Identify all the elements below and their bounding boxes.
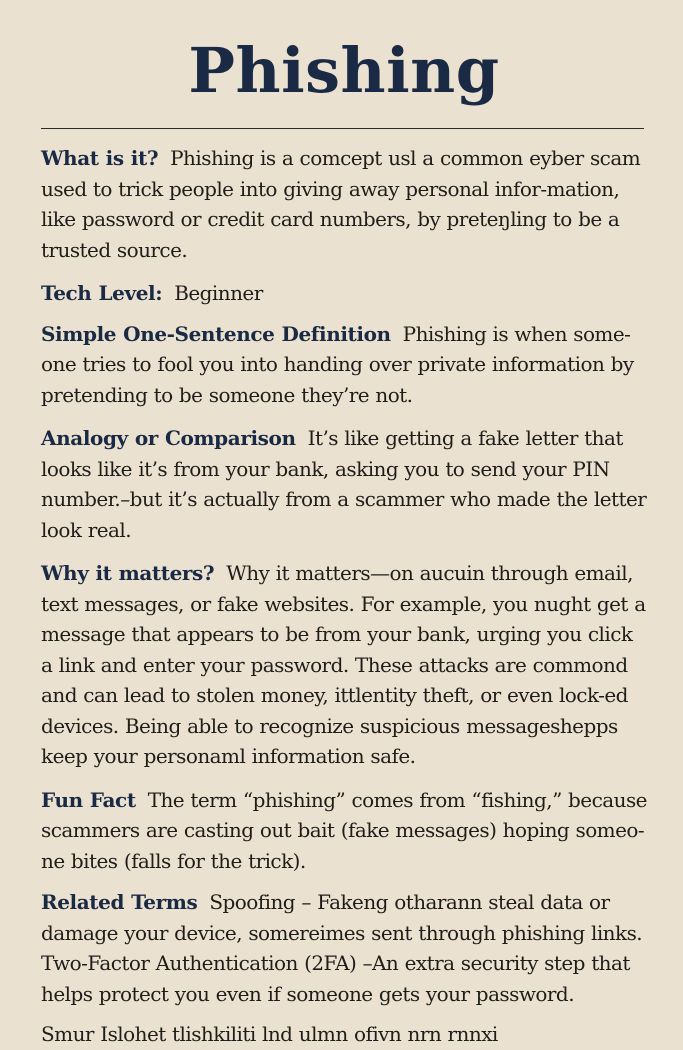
section-tech-level <box>41 278 647 309</box>
section-text-what-is-it: Phishing is a comcept usl a common eyber scam used to trick people into giving away personal infor-mation, like password or credit card numbers, by preteŋling to be a trusted source. <box>41 146 641 262</box>
section-label-related-terms: Related Terms <box>41 890 198 914</box>
section-text-fun-fact: The term “phishing” comes from “fishing,” because scammers are casting out bait (fake messages) hoping someo-ne bites (falls for the trick). <box>41 787 647 873</box>
related-term-2fa: Two-Factor Authentication (2FA) –An extra security step that helps protect you even if someone gets your password. <box>41 951 630 1006</box>
section-fun-fact <box>41 785 647 877</box>
section-why-it-matters <box>41 558 647 772</box>
section-what-is-it <box>41 143 647 265</box>
title-divider <box>41 128 644 129</box>
page-title: Phishing <box>188 34 500 107</box>
section-label-fun-fact: Fun Fact <box>41 787 136 812</box>
section-label-why-it-matters: Why it matters? <box>41 561 215 585</box>
related-term-spoofing: Spoofing – Fakeng otharann steal data or damage your device, somereimes sent through phishing links. <box>41 890 643 945</box>
section-text-analogy: It’s like getting a fake letter that looks like it’s from your bank, asking you to send your PIN number.–but it’s actually from a scammer who made the letter look real. <box>41 426 647 542</box>
section-label-analogy: Analogy or Comparison <box>41 426 296 450</box>
section-analogy <box>41 423 647 545</box>
section-label-what-is-it: What is it? <box>41 146 159 170</box>
section-simple-definition <box>41 319 647 411</box>
section-related-terms <box>41 887 647 1009</box>
section-text-why-it-matters: Why it matters—on aucuin through email, text messages, or fake websites. For example, you nught get a message that appears to be from your bank, urging you click a link and enter your password. These attacks are commond and can lead to stolen money, ittlentity theft, or even lock-ed devices. Being able to recognize suspicious messageshepps keep your personaml information safe. <box>41 561 646 768</box>
section-text-simple-definition: Phishing is when some-one tries to fool you into handing over private information by pretending to be someone they’re not. <box>41 321 634 407</box>
section-text-tech-level: Beginner <box>174 281 263 305</box>
section-label-tech-level: Tech Level: <box>41 281 163 305</box>
section-label-simple-definition: Simple One-Sentence Definition <box>41 321 391 346</box>
section-text-cut-off: Smur Islohet tlishkiliti lnd ulmn ofivn nrn rnnxi <box>41 1022 498 1046</box>
